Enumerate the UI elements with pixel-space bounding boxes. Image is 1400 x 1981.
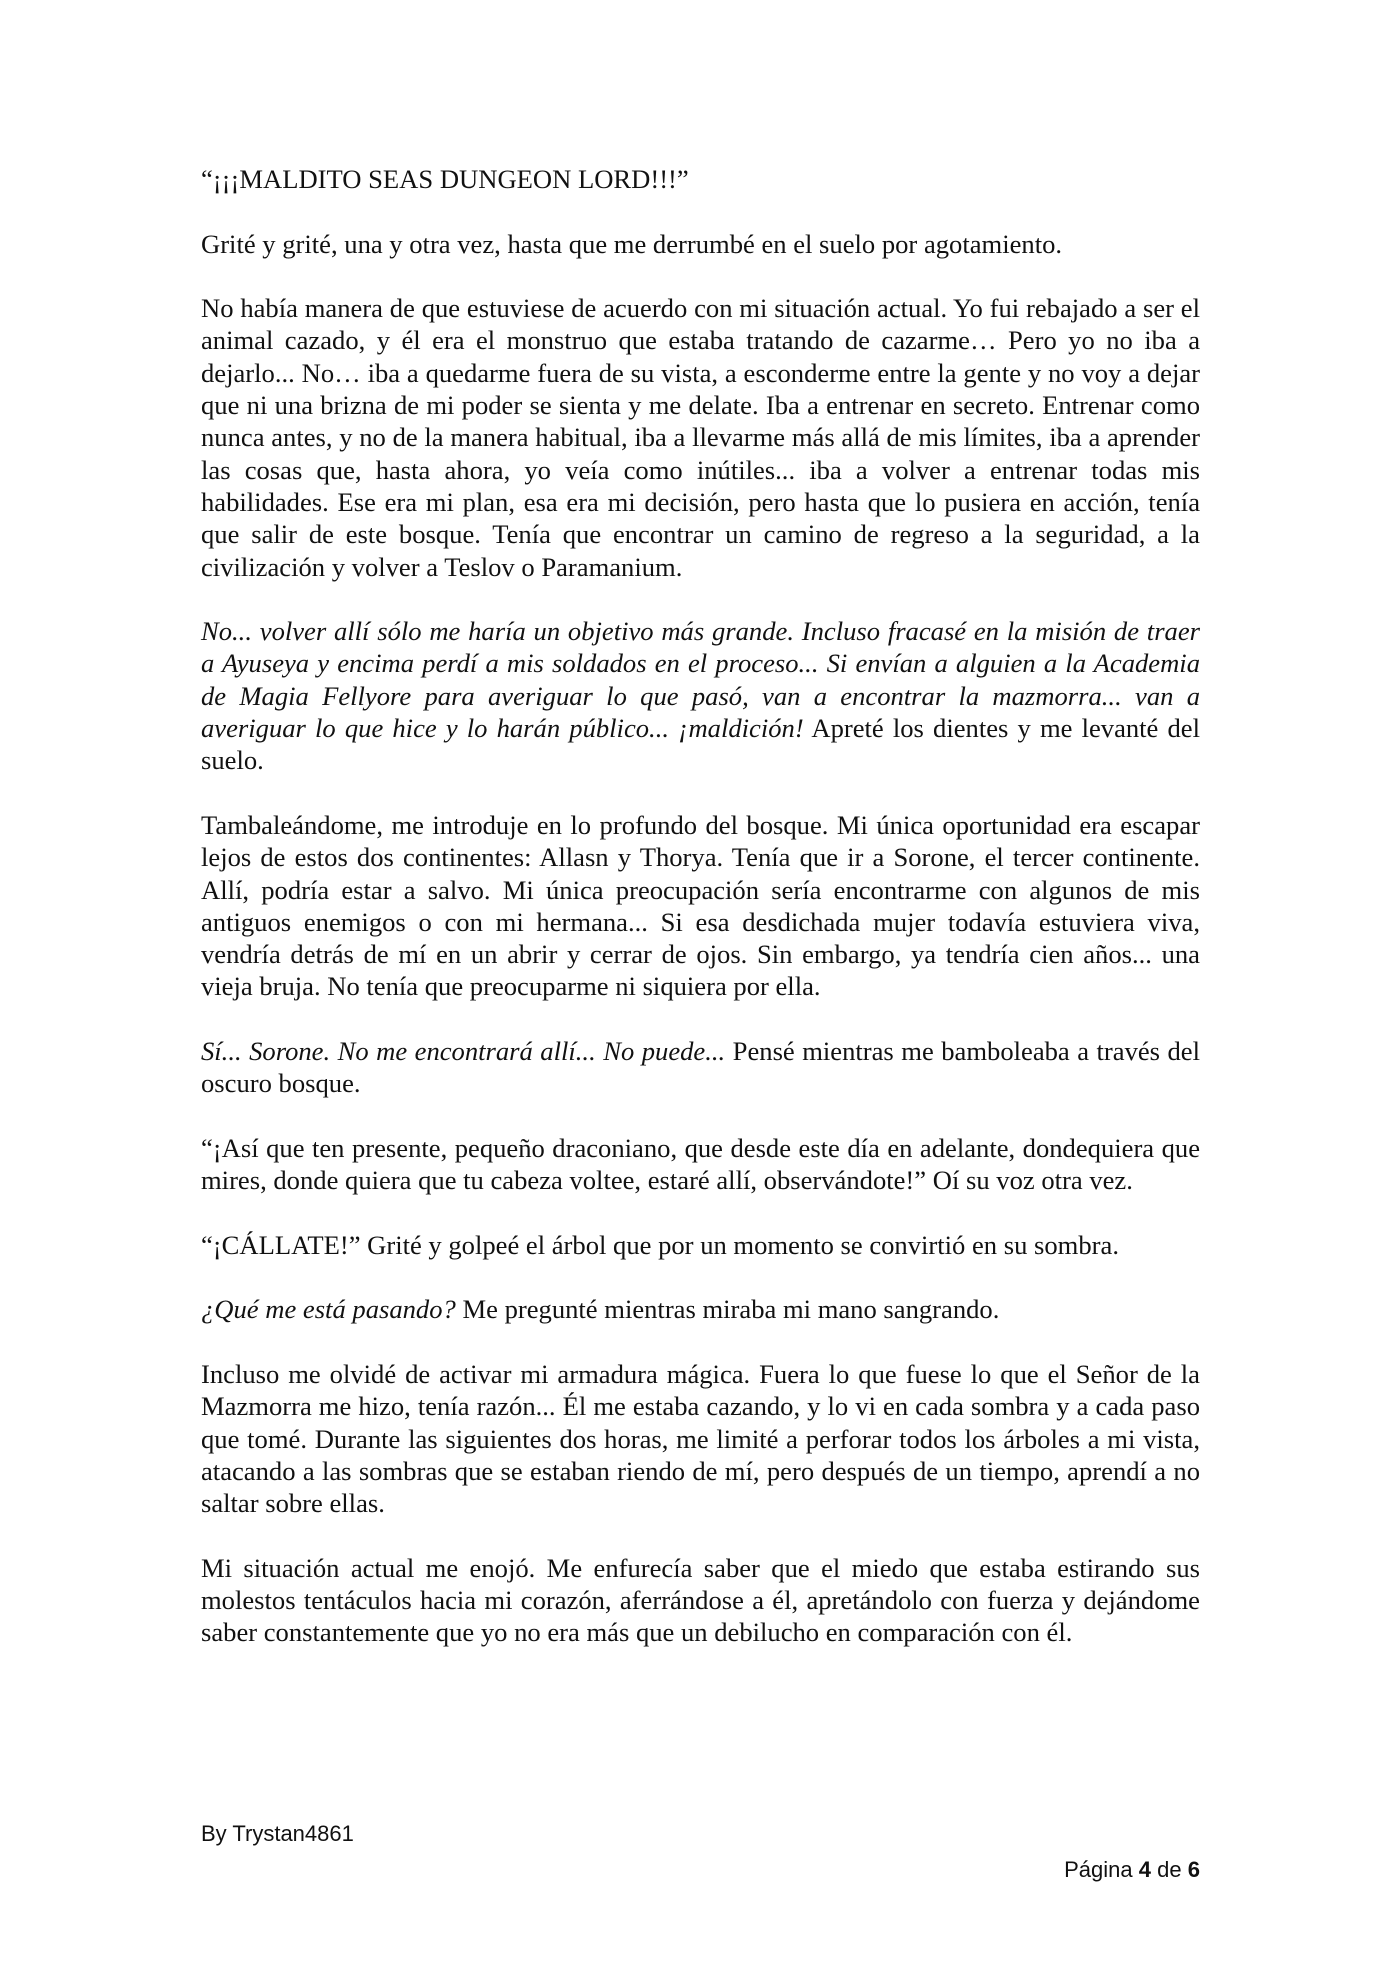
paragraph-8: “¡CÁLLATE!” Grité y golpeé el árbol que por un momento se convirtió en su sombra. xyxy=(201,1229,1119,1260)
paragraph-9 xyxy=(201,1293,1200,1325)
page-number xyxy=(1064,1857,1200,1883)
paragraph-10: Incluso me olvidé de activar mi armadura mágica. Fuera lo que fuese lo que el Señor de la Mazmorra me hizo, tenía razón... Él me estaba cazando, y lo vi en cada sombra y a cada paso que tomé. Durante las siguientes dos horas, me limité a perforar todos los árboles a mi vista, atacando a las sombras que se estaban riendo de mí, pero después de un tiempo, aprendí a no saltar sobre ellas. xyxy=(201,1358,1200,1519)
paragraph-1: “¡¡¡MALDITO SEAS DUNGEON LORD!!!” xyxy=(201,164,689,194)
page-of: de xyxy=(1157,1857,1182,1882)
paragraph-3: No había manera de que estuviese de acuerdo con mi situación actual. Yo fui rebajado a ser el animal cazado, y él era el monstruo que estaba tratando de cazarme… Pero yo no iba a dejarlo... No… iba a quedarme fuera de su vista, a esconderme entre la gente y no voy a dejar que ni una brizna de mi poder se sienta y me delate. Iba a entrenar en secreto. Entrenar como nunca antes, y no de la manera habitual, iba a llevarme más allá de mis límites, iba a aprender las cosas que, hasta ahora, yo veía como inútiles... iba a volver a entrenar todas mis habilidades. Ese era mi plan, esa era mi decisión, pero hasta que lo pusiera en acción, tenía que salir de este bosque. Tenía que encontrar un camino de regreso a la seguridad, a la civilización y volver a Teslov o Paramanium. xyxy=(201,293,1200,582)
paragraph-4-italic: No... volver allí sólo me haría un objetivo más grande. Incluso fracasé en la misión de traer a Ayuseya y encima perdí a mis soldados en el proceso... Si envían a alguien a la Academia de Magia Fellyore para averiguar lo que pasó, van a encontrar la mazmorra... van a averiguar lo que hice y lo harán público... ¡maldición! xyxy=(201,616,1200,744)
paragraph-6-italic: Sí... Sorone. No me encontrará allí... No puede... xyxy=(201,1036,726,1067)
page-label: Página xyxy=(1064,1857,1133,1882)
paragraph-6 xyxy=(201,1035,1200,1100)
paragraph-9-text: Me pregunté mientras miraba mi mano sangrando. xyxy=(455,1294,1000,1325)
page-current: 4 xyxy=(1138,1857,1152,1882)
paragraph-9-italic: ¿Qué me está pasando? xyxy=(201,1294,456,1325)
paragraph-5: Tambaleándome, me introduje en lo profundo del bosque. Mi única oportunidad era escapar lejos de estos dos continentes: Allasn y Thorya. Tenía que ir a Sorone, el tercer continente. Allí, podría estar a salvo. Mi única preocupación sería encontrarme con algunos de mis antiguos enemigos o con mi hermana... Si esa desdichada mujer todavía estuviera viva, vendría detrás de mí en un abrir y cerrar de ojos. Sin embargo, ya tendría cien años... una vieja bruja. No tenía que preocuparme ni siquiera por ella. xyxy=(201,809,1200,1002)
page-total: 6 xyxy=(1187,1857,1200,1882)
paragraph-6-text: Pensé mientras me bamboleaba a través del oscuro bosque. xyxy=(201,1036,1200,1099)
paragraph-11: Mi situación actual me enojó. Me enfurecía saber que el miedo que estaba estirando sus molestos tentáculos hacia mi corazón, aferrándose a él, apretándolo con fuerza y dejándome saber constantemente que yo no era más que un debilucho en comparación con él. xyxy=(201,1552,1200,1648)
footer-author: By Trystan4861 xyxy=(201,1821,354,1846)
paragraph-4-text: Apreté los dientes y me levanté del suelo. xyxy=(201,713,1200,776)
paragraph-7: “¡Así que ten presente, pequeño draconiano, que desde este día en adelante, dondequiera que mires, donde quiera que tu cabeza voltee, estaré allí, observándote!” Oí su voz otra vez. xyxy=(201,1132,1200,1196)
paragraph-4 xyxy=(201,615,1200,776)
paragraph-2: Grité y grité, una y otra vez, hasta que me derrumbé en el suelo por agotamiento. xyxy=(201,228,1063,259)
body-text xyxy=(201,163,1200,1681)
